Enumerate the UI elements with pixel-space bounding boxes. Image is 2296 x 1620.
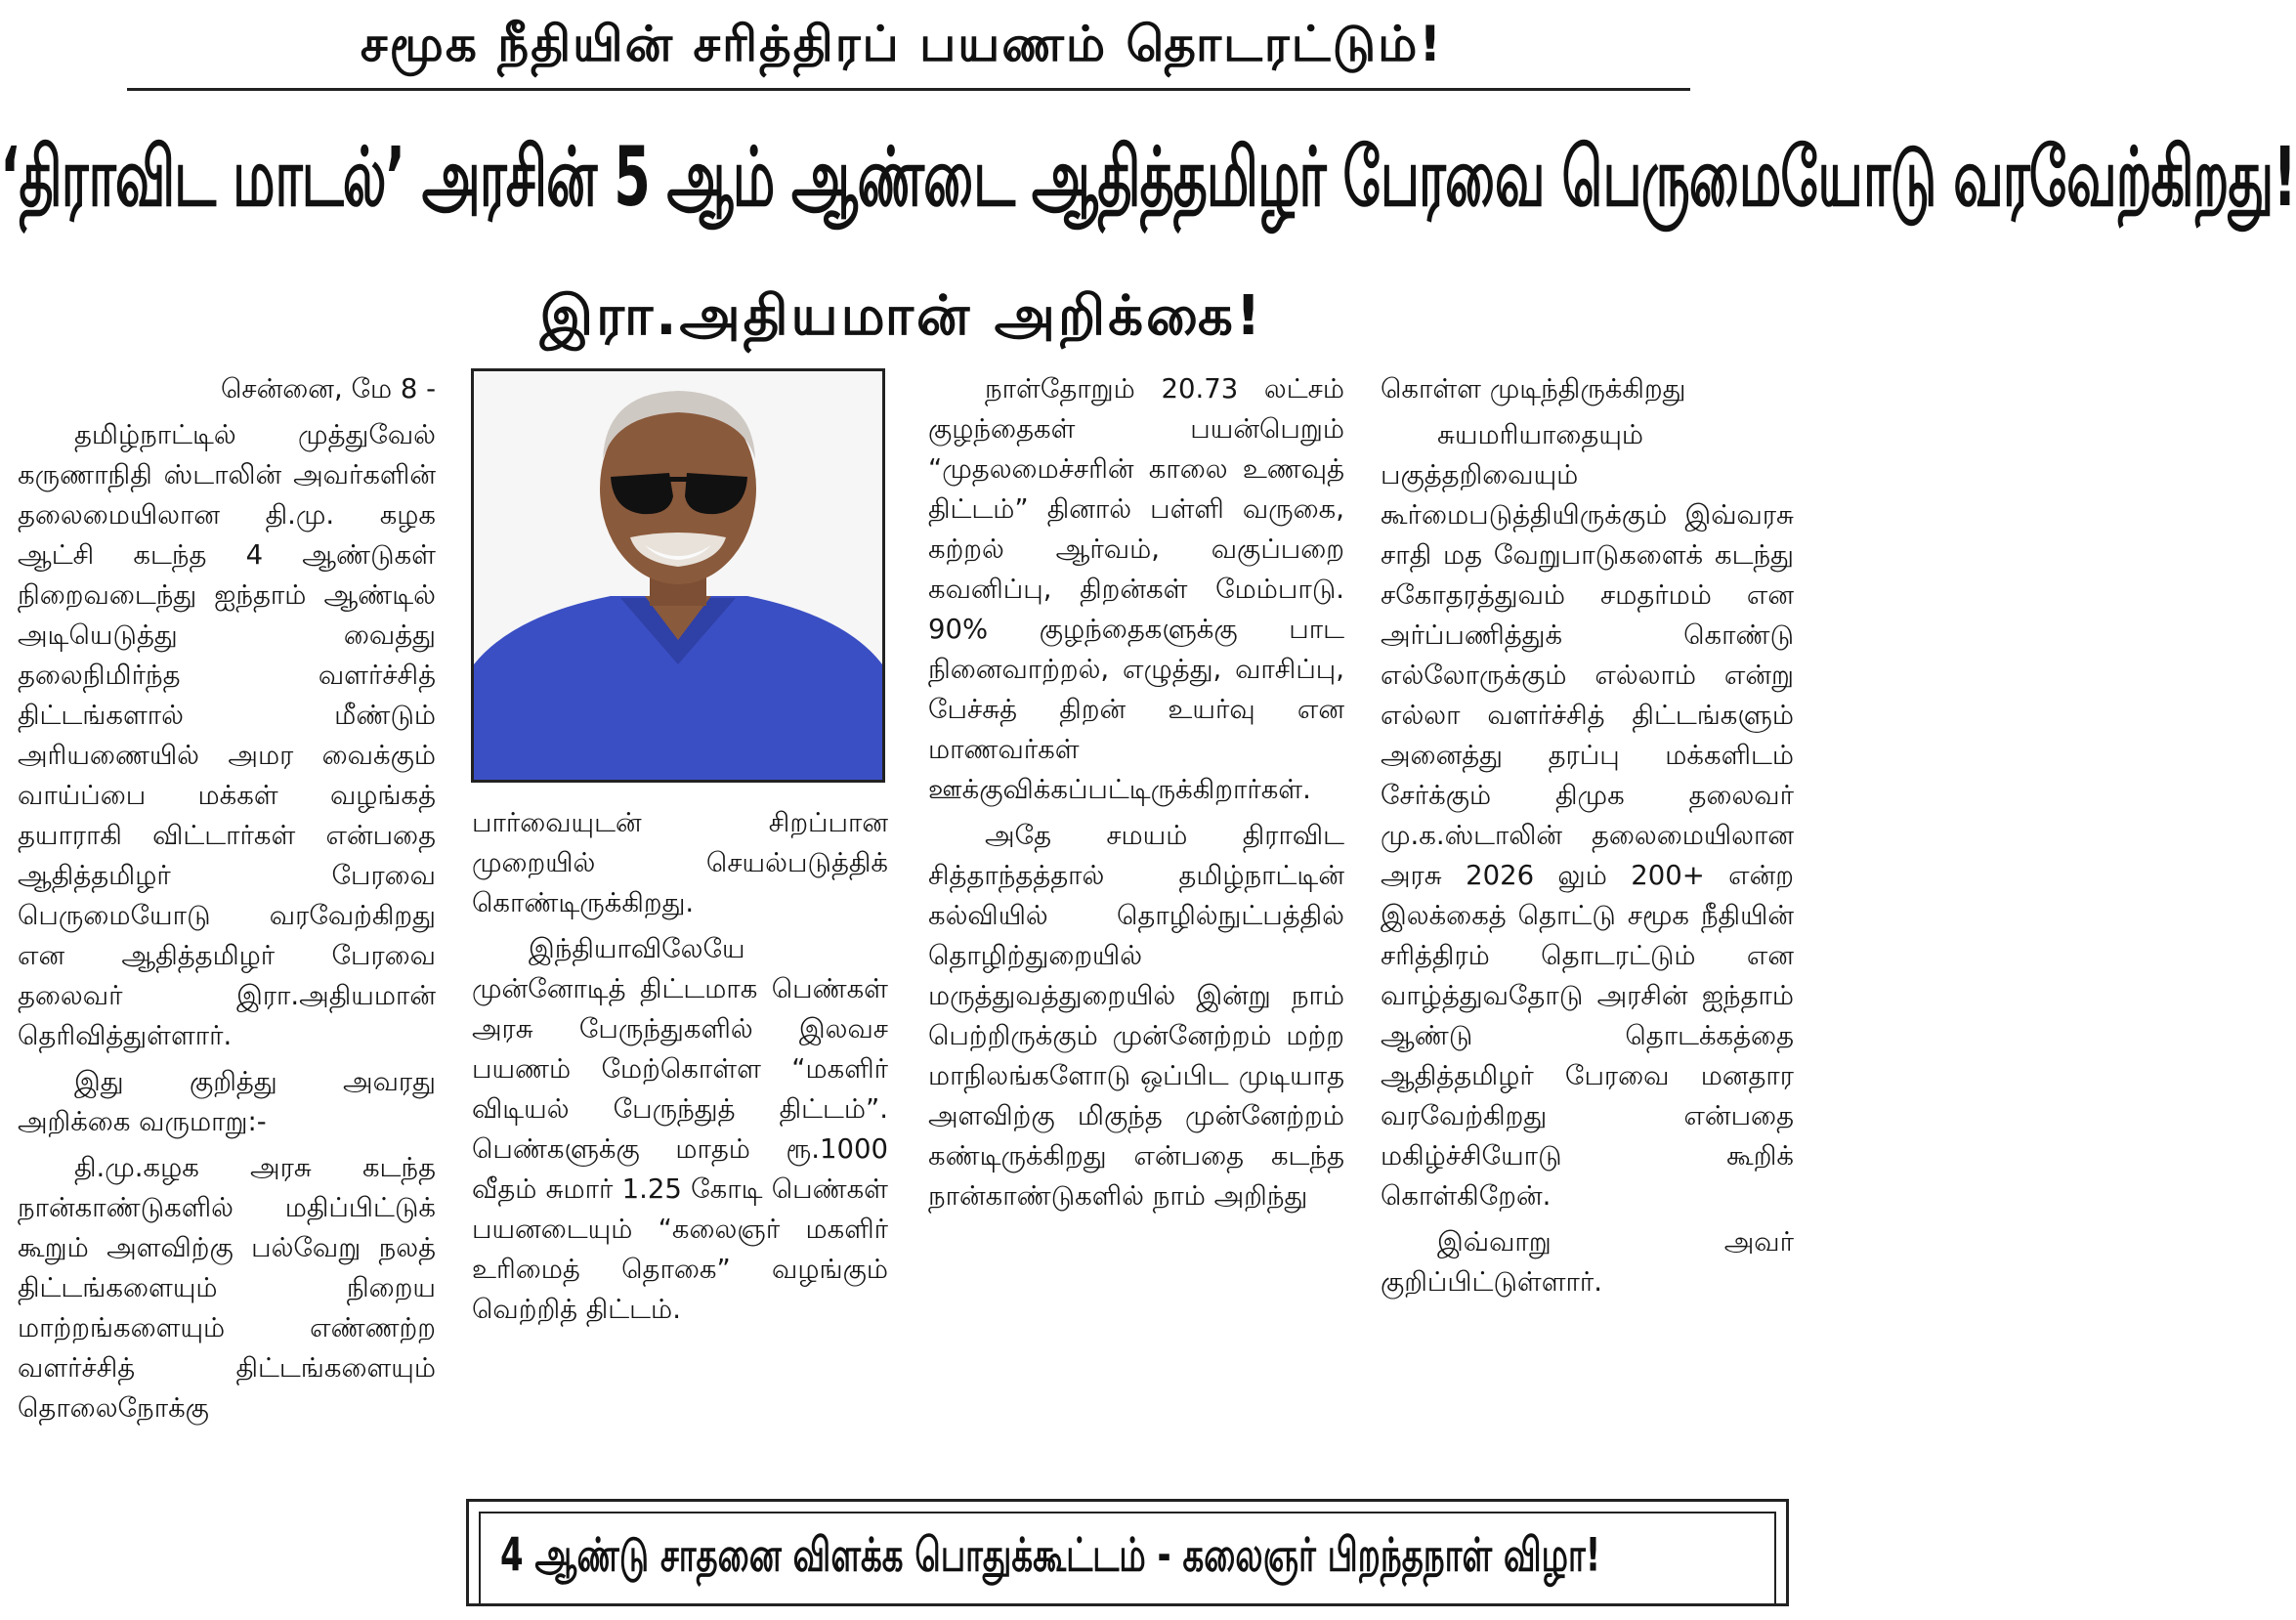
- event-banner-title: 4 ஆண்டு சாதனை விளக்க பொதுக்கூட்டம் - கலைஞர் பிறந்தநாள் விழா!: [500, 1528, 1601, 1583]
- headline-line-2: ‘திராவிட மாடல்’ அரசின் 5 ஆம் ஆண்டை ஆதித்தமிழர் பேரவை பெருமையோடு வரவேற்கிறது!: [0, 129, 2296, 226]
- article-paragraph: அதே சமயம் திராவிட சித்தாந்தத்தால் தமிழ்நாட்டின் கல்வியில் தொழில்நுட்பத்தில் தொழிற்துறையில் மருத்துவத்துறையில் இன்று நாம் பெற்றிருக்கும் முன்னேற்றம் மற்ற மாநிலங்களோடு ஒப்பிட முடியாத அளவிற்கு மிகுந்த முன்னேற்றம் கண்டிருக்கிறது என்பதை கடந்த நான்காண்டுகளில் நாம் அறிந்து: [928, 820, 1344, 1212]
- dateline: சென்னை, மே 8 -: [220, 373, 436, 405]
- article-column-2: [472, 803, 888, 1336]
- event-banner: [466, 1499, 1789, 1606]
- article-paragraph: பார்வையுடன் சிறப்பான முறையில் செயல்படுத்திக் கொண்டிருக்கிறது.: [472, 807, 888, 918]
- article-paragraph: இவ்வாறு அவர் குறிப்பிட்டுள்ளார்.: [1381, 1226, 1794, 1298]
- article-column-3: [928, 369, 1344, 1222]
- article-paragraph: நாள்தோறும் 20.73 லட்சம் குழந்தைகள் பயன்பெறும் “முதலமைச்சரின் காலை உணவுத் திட்டம்” தினால் பள்ளி வருகை, கற்றல் ஆர்வம், வகுப்பறை கவனிப்பு, திறன்கள் மேம்பாடு. 90% குழந்தைகளுக்கு பாட நினைவாற்றல், எழுத்து, வாசிப்பு, பேச்சுத் திறன் உயர்வு என மாணவர்கள் ஊக்குவிக்கப்பட்டிருக்கிறார்கள்.: [928, 373, 1344, 805]
- portrait-illustration: [474, 371, 882, 780]
- article-column-4: [1381, 369, 1794, 1308]
- event-banner-inner-frame: [479, 1512, 1776, 1606]
- article-paragraph: தமிழ்நாட்டில் முத்துவேல் கருணாநிதி ஸ்டாலின் அவர்களின் தலைமையிலான தி.மு. கழக ஆட்சி கடந்த 4 ஆண்டுகள் நிறைவடைந்து ஐந்தாம் ஆண்டில் அடியெடுத்து வைத்து தலைநிமிர்ந்த வளர்ச்சித் திட்டங்களால் மீண்டும் அரியணையில் அமர வைக்கும் வாய்ப்பை மக்கள் வழங்கத் தயாராகி விட்டார்கள் என்பதை ஆதித்தமிழர் பேரவை பெருமையோடு வரவேற்கிறது என ஆதித்தமிழர் பேரவை தலைவர் இரா.அதியமான் தெரிவித்துள்ளார்.: [18, 419, 436, 1051]
- portrait-photo: [471, 368, 885, 783]
- headline-line-3: இரா.அதியமான் அறிக்கை!: [539, 284, 1264, 348]
- article-paragraph: இந்தியாவிலேயே முன்னோடித் திட்டமாக பெண்கள் அரசு பேருந்துகளில் இலவச பயணம் மேற்கொள்ள “மகளிர் விடியல் பேருந்துத் திட்டம்”. பெண்களுக்கு மாதம் ரூ.1000 வீதம் சுமார் 1.25 கோடி பெண்கள் பயனடையும் “கலைஞர் மகளிர் உரிமைத் தொகை” வழங்கும் வெற்றித் திட்டம்.: [472, 933, 888, 1325]
- article-paragraph: சுயமரியாதையும் பகுத்தறிவையும் கூர்மைபடுத்தியிருக்கும் இவ்வரசு சாதி மத வேறுபாடுகளைக் கடந்து சகோதரத்துவம் சமதர்மம் என அர்ப்பணித்துக் கொண்டு எல்லோருக்கும் எல்லாம் என்று எல்லா வளர்ச்சித் திட்டங்களும் அனைத்து தரப்பு மக்களிடம் சேர்க்கும் திமுக தலைவர் மு.க.ஸ்டாலின் தலைமையிலான அரசு 2026 லும் 200+ என்ற இலக்கைத் தொட்டு சமூக நீதியின் சரித்திரம் தொடரட்டும் என வாழ்த்துவதோடு அரசின் ஐந்தாம் ஆண்டு தொடக்கத்தை ஆதித்தமிழர் பேரவை மனதார வரவேற்கிறது என்பதை மகிழ்ச்சியோடு கூறிக் கொள்கிறேன்.: [1381, 419, 1794, 1212]
- headline-line-1: சமூக நீதியின் சரித்திரப் பயணம் தொடரட்டும்!: [360, 16, 1444, 72]
- article-paragraph: இது குறித்து அவரது அறிக்கை வருமாறு:-: [18, 1066, 436, 1137]
- article-paragraph: கொள்ள முடிந்திருக்கிறது: [1381, 373, 1686, 405]
- article-column-1: [18, 369, 436, 1434]
- article-paragraph: தி.மு.கழக அரசு கடந்த நான்காண்டுகளில் மதிப்பிட்டுக் கூறும் அளவிற்கு பல்வேறு நலத் திட்டங்களையும் நிறைய மாற்றங்களையும் எண்ணற்ற வளர்ச்சித் திட்டங்களையும் தொலைநோக்கு: [18, 1152, 436, 1424]
